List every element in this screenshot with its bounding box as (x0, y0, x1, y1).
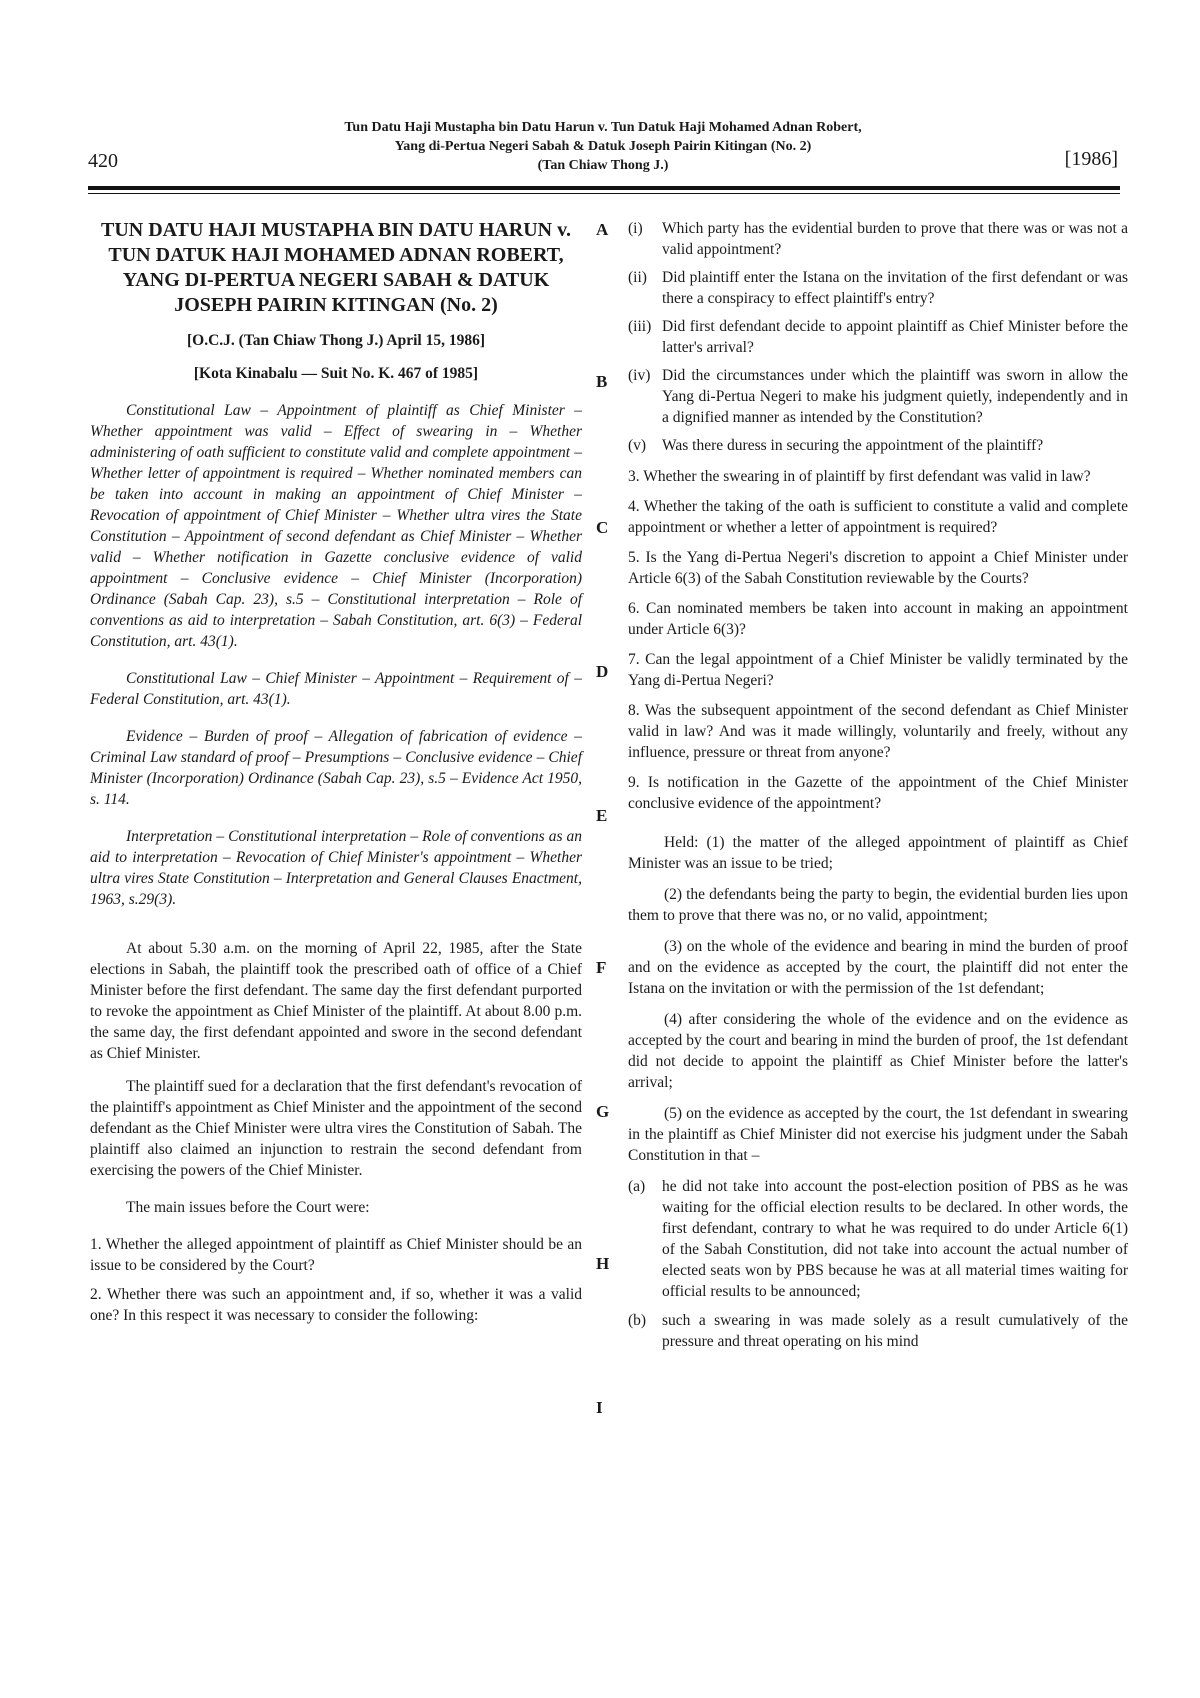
sub-issue-label: (v) (628, 437, 647, 454)
issue-item: 7. Can the legal appointment of a Chief Minister be validly terminated by the Yang di-Pertua Negeri? (628, 651, 1128, 689)
issue-item: 6. Can nominated members be taken into account in making an appointment under Article 6(3)? (628, 600, 1128, 638)
case-title: TUN DATU HAJI MUSTAPHA BIN DATU HARUN v. TUN DATUK HAJI MOHAMED ADNAN ROBERT, YANG DI-PERTUA NEGERI SABAH & DATUK JOSEPH PAIRIN KITINGAN (No. 2) (100, 219, 572, 316)
catchwords-paragraph: Evidence – Burden of proof – Allegation of fabrication of evidence – Criminal Law standard of proof – Presumptions – Conclusive evidence – Chief Minister (Incorporation) Ordinance (Sabah Cap. 23), s.5 – Evidence Act 1950, s. 114. (90, 728, 582, 808)
sub-issue (628, 435, 1128, 456)
sub-issue (628, 267, 1128, 309)
margin-letter: F (596, 958, 607, 977)
margin-letter: B (596, 372, 608, 391)
margin-letter: A (596, 220, 609, 239)
catchwords-paragraph: Constitutional Law – Chief Minister – Appointment – Requirement of – Federal Constitution, art. 43(1). (90, 670, 582, 708)
running-title-line: (Tan Chiaw Thong J.) (537, 158, 669, 173)
report-year: [1986] (1064, 148, 1118, 170)
margin-letter: H (596, 1254, 610, 1273)
sub-issue-text: Which party has the evidential burden to prove that there was or was not a valid appointment? (662, 220, 1128, 258)
held-sub-item (628, 1310, 1128, 1352)
sub-issue (628, 316, 1128, 358)
running-title (208, 118, 998, 175)
facts-paragraph: At about 5.30 a.m. on the morning of April 22, 1985, after the State elections in Sabah, the plaintiff took the prescribed oath of office of a Chief Minister before the first defendant. The same day the first defendant purported to revoke the appointment as Chief Minister of the plaintiff. At about 8.00 p.m. the same day, the first defendant appointed and swore in the second defendant as Chief Minister. (90, 940, 582, 1062)
sub-issue-label: (iii) (628, 318, 652, 335)
running-title-line: Yang di-Pertua Negeri Sabah & Datuk Joseph Pairin Kitingan (No. 2) (394, 139, 812, 154)
sub-issue-text: Did plaintiff enter the Istana on the invitation of the first defendant or was there a conspiracy to effect plaintiff's entry? (662, 269, 1128, 307)
held-sub-item (628, 1176, 1128, 1302)
catchwords-paragraph: Constitutional Law – Appointment of plaintiff as Chief Minister – Whether appointment was valid – Effect of swearing in – Whether administering of oath sufficient to constitute valid and complete appointment – Whether letter of appointment is required – Whether nominated members can be taken into account in making an appointment of Chief Minister – Revocation of appointment of Chief Minister – Whether ultra vires the State Constitution – Appointment of second defendant as Chief Minister – Whether valid – Whether notification in Gazette conclusive evidence of valid appointment – Conclusive evidence – Chief Minister (Incorporation) Ordinance (Sabah Cap. 23), s.5 – Constitutional interpretation – Role of conventions as aid to interpretation – Sabah Constitution, art. 6(3) – Federal Constitution, art. 43(1). (90, 402, 582, 650)
margin-letter: E (596, 806, 608, 825)
issue-item: 3. Whether the swearing in of plaintiff by first defendant was valid in law? (628, 468, 1091, 485)
issue-item: 2. Whether there was such an appointment and, if so, whether it was a valid one? In this respect it was necessary to consider the following: (90, 1286, 582, 1324)
page-header (88, 118, 1118, 178)
sub-issue (628, 365, 1128, 428)
left-column (90, 218, 582, 1334)
held-paragraph: (3) on the whole of the evidence and bearing in mind the burden of proof and on the evidence as accepted by the court, the plaintiff did not enter the Istana on the invitation or with the permission of the 1st defendant; (628, 938, 1128, 997)
margin-letter: G (596, 1102, 610, 1121)
held-sub-text: he did not take into account the post-election position of PBS as he was waiting for the official election results to be declared. In other words, the first defendant, contrary to what he was required to do under Article 6(1) of the Sabah Constitution, did not take into account the actual number of elected seats won by PBS because he was at all material times waiting for official results to be announced; (662, 1178, 1128, 1300)
issue-item: 9. Is notification in the Gazette of the appointment of the Chief Minister conclusive evidence of the appointment? (628, 774, 1128, 812)
sub-issue-label: (ii) (628, 269, 647, 286)
held-paragraph: (2) the defendants being the party to begin, the evidential burden lies upon them to prove that there was no, or no valid, appointment; (628, 886, 1128, 924)
sub-issue (628, 218, 1128, 260)
right-column (628, 218, 1128, 1360)
held-sub-text: such a swearing in was made solely as a result cumulatively of the pressure and threat operating on his mind (662, 1312, 1128, 1350)
page-number: 420 (88, 150, 118, 172)
margin-letter: I (596, 1398, 603, 1417)
held-paragraph: Held: (1) the matter of the alleged appointment of plaintiff as Chief Minister was an issue to be tried; (628, 834, 1128, 872)
header-rule (88, 186, 1120, 190)
facts-paragraph: The plaintiff sued for a declaration that the first defendant's revocation of the plaintiff's appointment as Chief Minister and the appointment of the second defendant as the Chief Minister were ultra vires the Constitution of Sabah. The plaintiff also claimed an injunction to restrain the second defendant from exercising the powers of the Chief Minister. (90, 1078, 582, 1179)
court-line: [O.C.J. (Tan Chiaw Thong J.) April 15, 1986] (187, 332, 485, 349)
header-rule-thin (88, 193, 1120, 194)
margin-letter: C (596, 518, 609, 537)
issue-item: 5. Is the Yang di-Pertua Negeri's discretion to appoint a Chief Minister under Article 6(3) of the Sabah Constitution reviewable by the Courts? (628, 549, 1128, 587)
issues-intro: The main issues before the Court were: (126, 1199, 370, 1216)
held-paragraph: (5) on the evidence as accepted by the court, the 1st defendant in swearing in the plaintiff as Chief Minister did not exercise his judgment under the Sabah Constitution in that – (628, 1105, 1128, 1164)
held-sub-label: (b) (628, 1312, 647, 1329)
sub-issue-label: (iv) (628, 367, 651, 384)
held-sub-label: (a) (628, 1178, 646, 1195)
margin-letter: D (596, 662, 609, 681)
catchwords-paragraph: Interpretation – Constitutional interpretation – Role of conventions as an aid to interpretation – Revocation of Chief Minister's appointment – Whether ultra vires State Constitution – Interpretation and General Clauses Enactment, 1963, s.29(3). (90, 828, 582, 908)
sub-issue-text: Was there duress in securing the appointment of the plaintiff? (662, 437, 1044, 454)
held-paragraph: (4) after considering the whole of the evidence and on the evidence as accepted by the court and bearing in mind the burden of proof, the 1st defendant did not decide to appoint the plaintiff as Chief Minister before the latter's arrival; (628, 1011, 1128, 1091)
issue-item: 4. Whether the taking of the oath is sufficient to constitute a valid and complete appointment or whether a letter of appointment is required? (628, 498, 1128, 536)
issue-item: 1. Whether the alleged appointment of plaintiff as Chief Minister should be an issue to be considered by the Court? (90, 1236, 582, 1274)
suit-line: [Kota Kinabalu — Suit No. K. 467 of 1985] (193, 365, 479, 382)
issue-item: 8. Was the subsequent appointment of the second defendant as Chief Minister valid in law? And was it made willingly, voluntarily and freely, without any influence, pressure or threat from anyone? (628, 702, 1128, 761)
running-title-line: Tun Datu Haji Mustapha bin Datu Harun v. Tun Datuk Haji Mohamed Adnan Robert, (344, 120, 862, 135)
sub-issue-text: Did first defendant decide to appoint plaintiff as Chief Minister before the latter's arrival? (662, 318, 1128, 356)
sub-issue-label: (i) (628, 220, 643, 237)
sub-issue-text: Did the circumstances under which the plaintiff was sworn in allow the Yang di-Pertua Negeri to make his judgment quietly, independently and in a dignified manner as intended by the Constitution? (662, 367, 1128, 426)
